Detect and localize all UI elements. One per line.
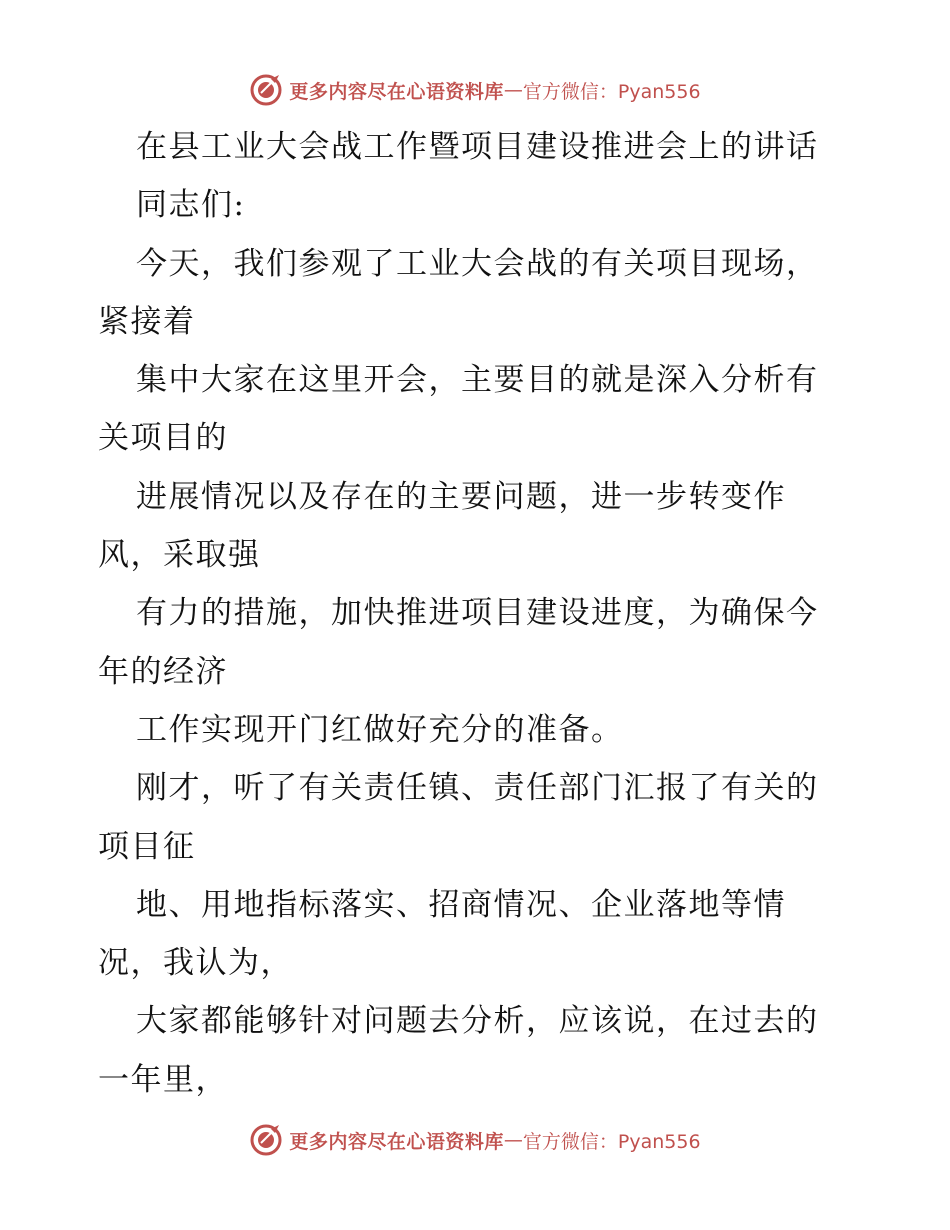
text-line: 一年里，	[98, 1061, 228, 1098]
text-line: 今天，我们参观了工业大会战的有关项目现场，	[136, 245, 819, 282]
pen-logo-icon	[249, 73, 283, 107]
text-line: 刚才，听了有关责任镇、责任部门汇报了有关的	[136, 770, 819, 807]
salutation: 同志们:	[136, 187, 246, 224]
document-title: 在县工业大会战工作暨项目建设推进会上的讲话	[136, 129, 819, 165]
text-line: 大家都能够针对问题去分析，应该说，在过去的	[136, 1003, 819, 1040]
text-line: 况，我认为，	[98, 945, 293, 982]
text-line: 关项目的	[98, 420, 228, 457]
text-line: 有力的措施，加快推进项目建设进度，为确保今	[136, 595, 819, 632]
header-banner	[0, 70, 950, 110]
footer-banner-wechat: 官方微信：Pyan556	[522, 1130, 701, 1153]
pen-logo-icon	[249, 1123, 283, 1157]
footer-banner	[0, 1120, 950, 1160]
text-line: 进展情况以及存在的主要问题，进一步转变作	[136, 478, 786, 515]
text-line: 集中大家在这里开会，主要目的就是深入分析有	[136, 362, 819, 399]
banner-dash: —	[503, 79, 523, 101]
footer-banner-dash: —	[503, 1129, 523, 1151]
banner-title: 更多内容尽在心语资料库	[289, 80, 504, 103]
text-line: 年的经济	[98, 653, 228, 690]
document-body	[98, 118, 858, 1109]
banner-wechat: 官方微信：Pyan556	[522, 80, 701, 103]
text-line: 风，采取强	[98, 537, 261, 574]
text-line: 项目征	[98, 828, 196, 865]
text-line: 紧接着	[98, 303, 196, 340]
text-line: 地、用地指标落实、招商情况、企业落地等情	[136, 886, 786, 923]
footer-banner-title: 更多内容尽在心语资料库	[289, 1130, 504, 1153]
text-line: 工作实现开门红做好充分的准备。	[136, 711, 624, 748]
